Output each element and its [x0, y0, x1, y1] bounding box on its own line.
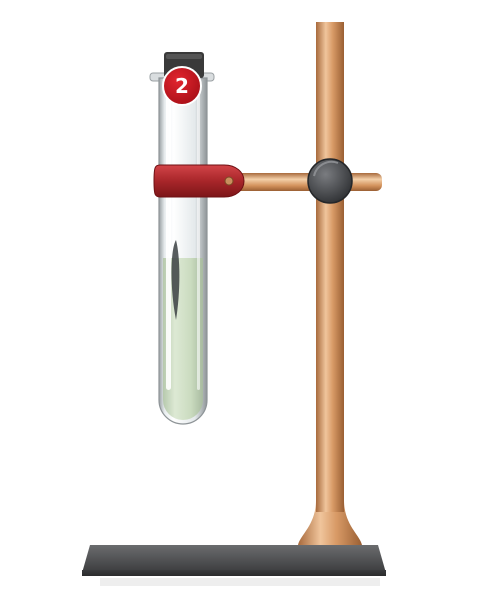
test-tube: [150, 73, 214, 424]
tube-number-badge: [163, 67, 201, 105]
stand-base: [82, 545, 386, 576]
boss-head-knob[interactable]: [308, 159, 352, 203]
tube-number-label: 2: [175, 74, 189, 98]
base-reflection: [100, 578, 380, 586]
tube-clamp[interactable]: [154, 165, 244, 197]
clamp-screw-icon: [225, 177, 233, 185]
stand-rod: [316, 22, 344, 512]
